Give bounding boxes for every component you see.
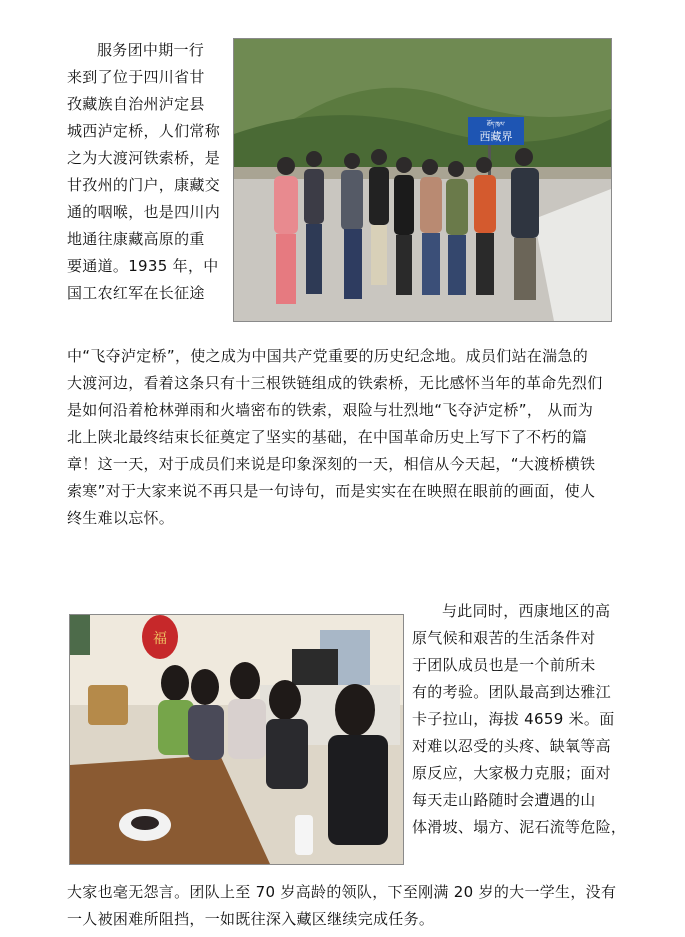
text-line: 体滑坡、塌方、泥石流等危险， — [412, 818, 627, 836]
text-line: 国工农红军在长征途 — [67, 284, 205, 302]
text-line: 原反应，大家极力克服；面对 — [412, 764, 611, 782]
text-line: 孜藏族自治州泸定县 — [67, 95, 205, 113]
text-line: 服务团中期一行 — [97, 41, 205, 59]
text-line: 大家也毫无怨言。团队上至 70 岁高龄的领队，下至刚满 20 岁的大一学生，没有 — [67, 883, 617, 901]
paragraph-2-side-text — [412, 598, 627, 841]
text-line: 索寒”对于大家来说不再只是一句诗句，而是实实在在映照在眼前的画面，使人 — [67, 482, 596, 500]
text-line: 之为大渡河铁索桥，是 — [67, 149, 221, 167]
paragraph-1-side-text — [67, 37, 227, 307]
text-line: 有的考验。团队最高到达雅江 — [412, 683, 611, 701]
sign-text: 西藏界 — [479, 130, 513, 143]
text-line: 每天走山路随时会遭遇的山 — [412, 791, 596, 809]
text-line: 大渡河边，看着这条只有十三根铁链组成的铁索桥，无比感怀当年的革命先烈们 — [67, 374, 603, 392]
text-line: 甘孜州的门户，康藏交 — [67, 176, 221, 194]
text-line: 来到了位于四川省甘 — [67, 68, 205, 86]
text-line: 于团队成员也是一个前所未 — [412, 656, 596, 674]
group-photo-indoor — [69, 614, 404, 865]
text-line: 中“飞夺泸定桥”，使之成为中国共产党重要的历史纪念地。成员们站在湍急的 — [67, 347, 589, 365]
text-line: 章！这一天，对于成员们来说是印象深刻的一天，相信从今天起，“大渡桥横铁 — [67, 455, 596, 473]
text-line: 地通往康藏高原的重 — [67, 230, 205, 248]
text-line: 原气候和艰苦的生活条件对 — [412, 629, 596, 647]
text-line: 与此同时，西康地区的高 — [442, 602, 611, 620]
lantern-char: 福 — [153, 631, 167, 647]
text-line: 卡子拉山，海拔 4659 米。面 — [412, 710, 615, 728]
sign-tibetan-text: ཐོད་ཁུལ་ — [486, 121, 506, 128]
text-line: 对难以忍受的头疼、缺氧等高 — [412, 737, 611, 755]
text-line: 通的咽喉，也是四川内 — [67, 203, 221, 221]
text-line: 要通道。1935 年，中 — [67, 257, 219, 275]
paragraph-2-full-text — [67, 879, 627, 933]
text-line: 北上陕北最终结束长征奠定了坚实的基础，在中国革命历史上写下了不朽的篇 — [67, 428, 588, 446]
group-photo-bridge — [233, 38, 612, 322]
paragraph-1-full-text — [67, 343, 627, 532]
text-line: 是如何沿着枪林弹雨和火墙密布的铁索，艰险与壮烈地“飞夺泸定桥”， 从而为 — [67, 401, 594, 419]
group-photo-bridge-image — [234, 39, 611, 321]
text-line: 城西泸定桥，人们常称 — [67, 122, 221, 140]
text-line: 一人被困难所阻挡，一如既往深入藏区继续完成任务。 — [67, 910, 435, 928]
text-line: 终生难以忘怀。 — [67, 509, 175, 527]
group-photo-indoor-image — [70, 615, 403, 864]
